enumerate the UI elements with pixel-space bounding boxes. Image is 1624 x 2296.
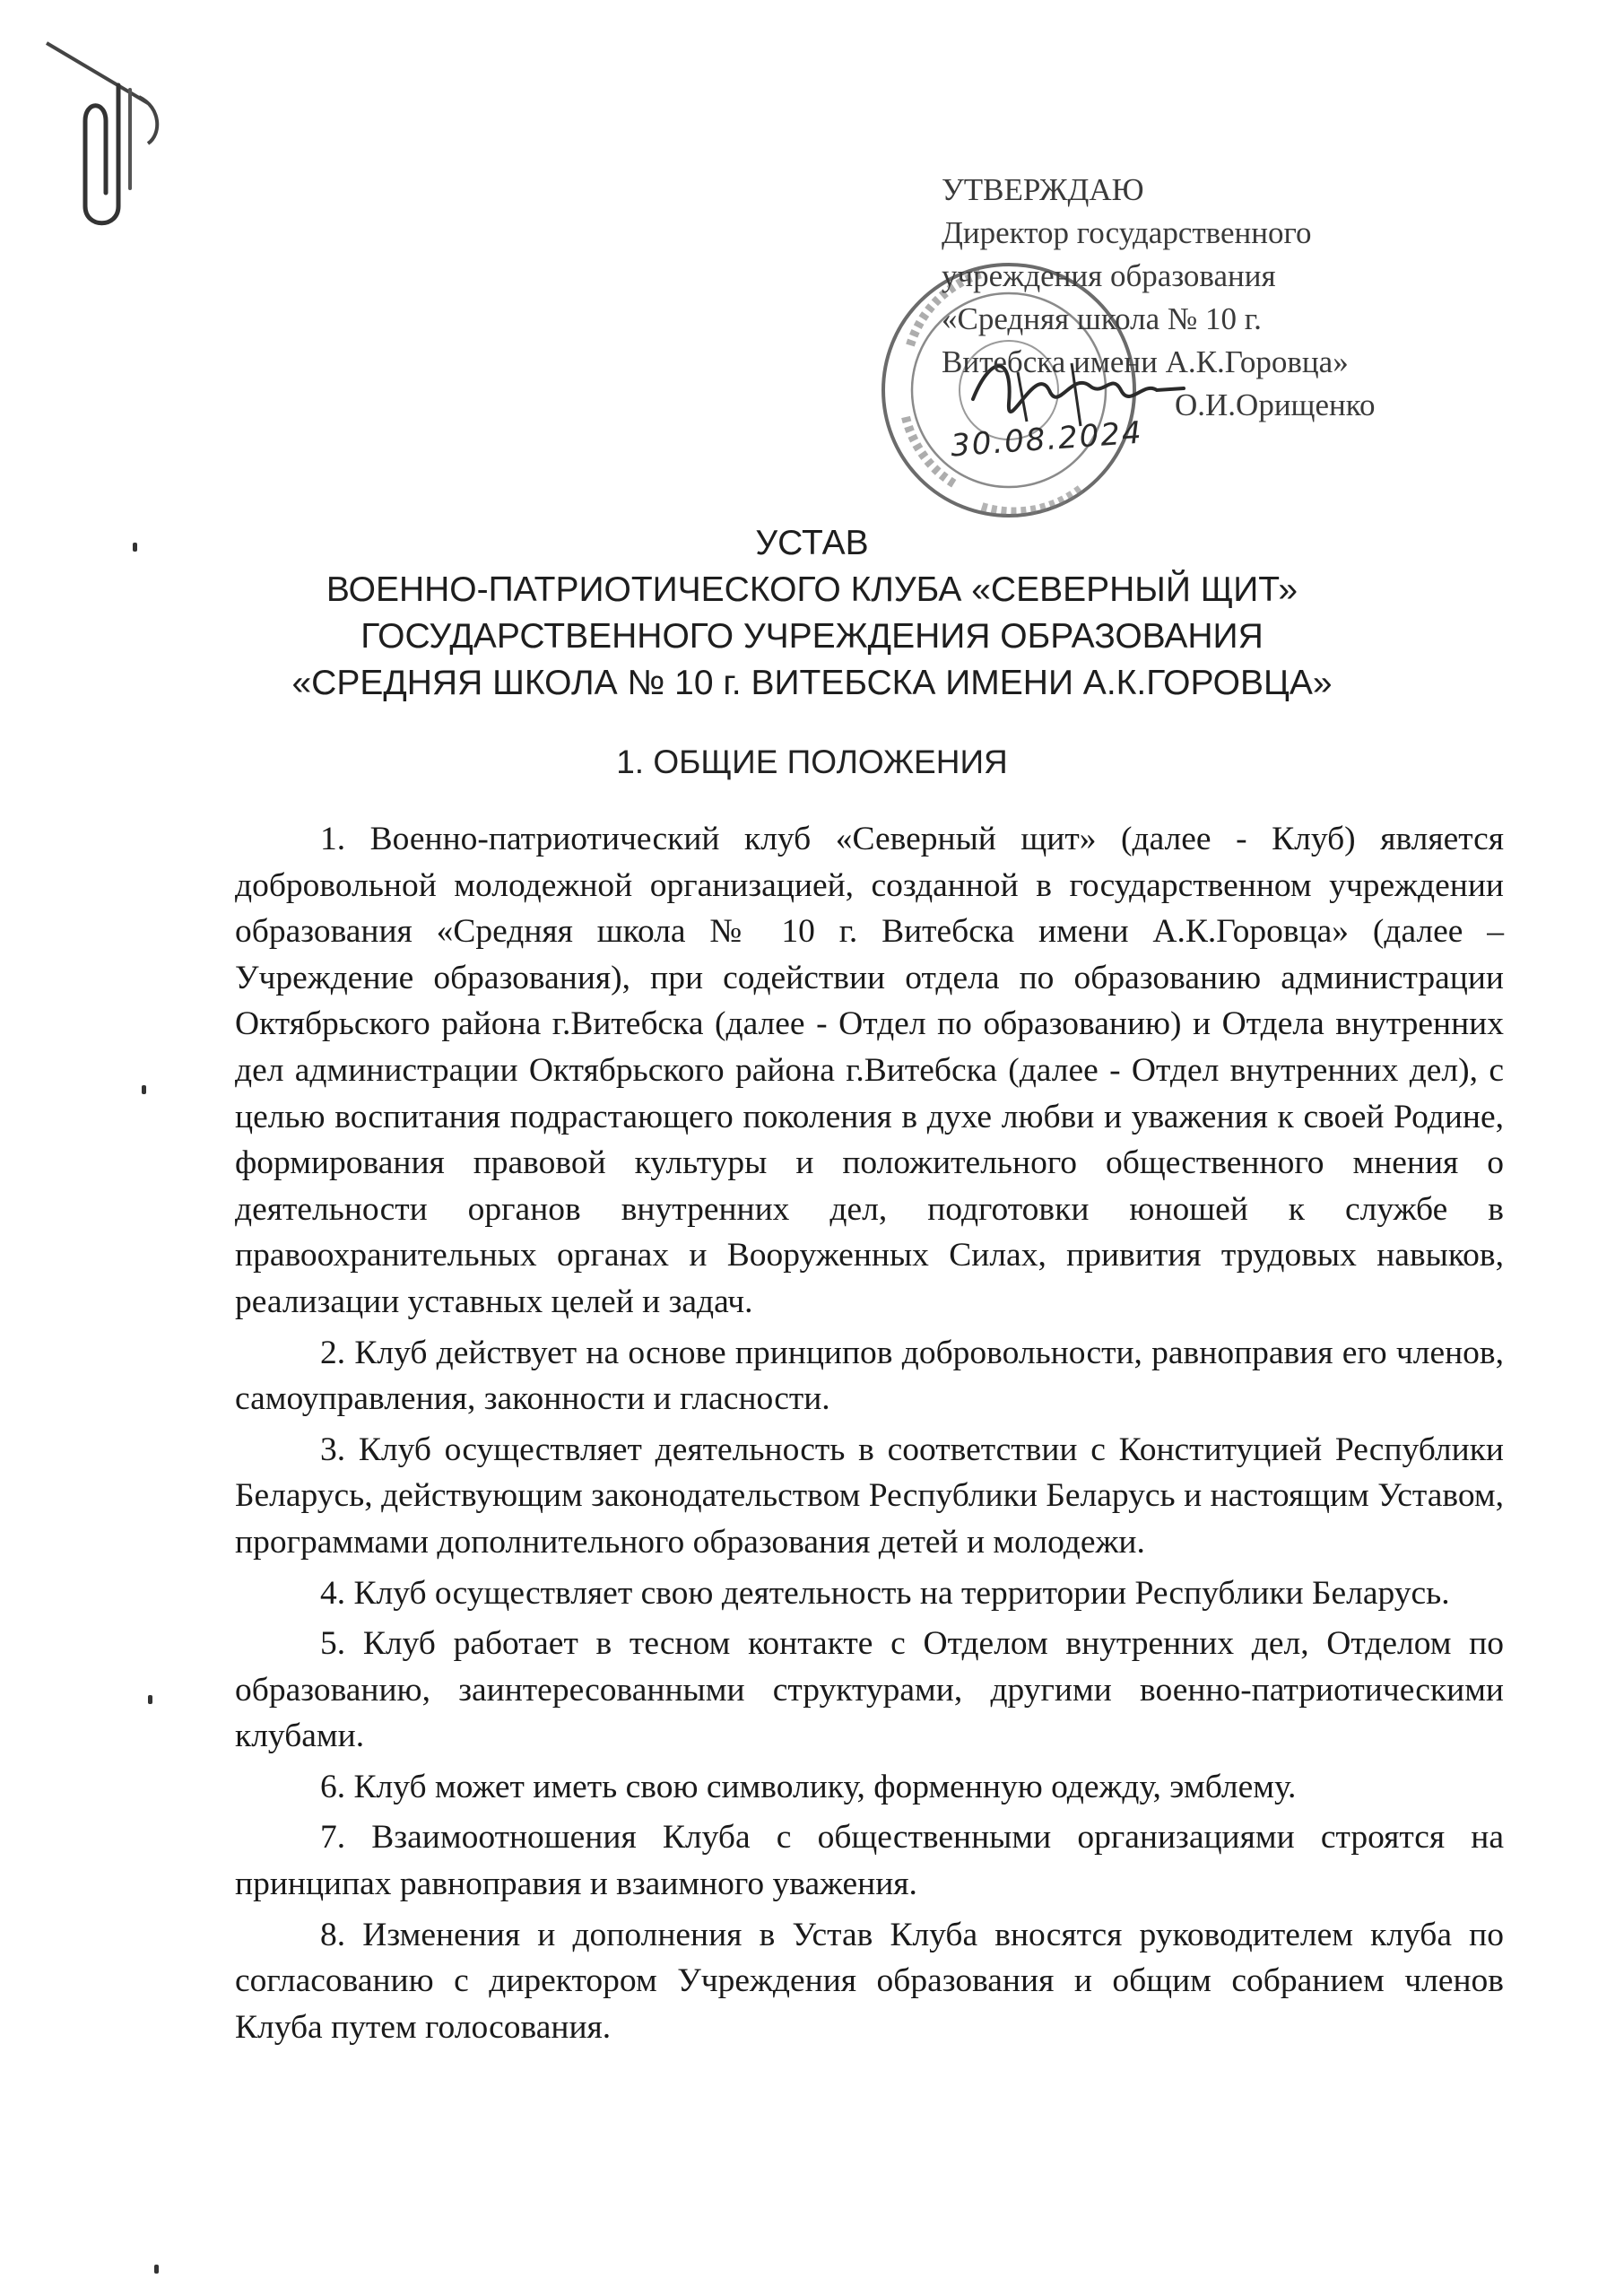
margin-speck (148, 1695, 152, 1704)
approval-line-4: Витебска имени А.К.Горовца» (942, 344, 1349, 379)
clause-1: 1. Военно-патриотический клуб «Северный щит» (далее - Клуб) является добровольной молодежной организацией, созданной в государственном учреждении образования «Средняя школа № 10 г. Витебска имени А.К.Горовца» (далее – Учреждение образования), при содействии отдела по образованию администрации Октябрьского района г.Витебска (далее - Отдел по образованию) и Отдела внутренних дел администрации Октябрьского района г.Витебска (далее - Отдел внутренних дел), с целью воспитания подрастающего поколения в духе любви и уважения к своей Родине, формирования правовой культуры и положительного общественного мнения о деятельности органов внутренних дел, подготовки юношей к службе в правоохранительных органах и Вооруженных Силах, привития трудовых навыков, реализации уставных целей и задач. (235, 821, 1504, 1320)
approval-line-3: «Средняя школа № 10 г. (942, 301, 1262, 336)
paper-clip-icon (36, 36, 170, 233)
title-line-4: «СРЕДНЯЯ ШКОЛА № 10 г. ВИТЕБСКА ИМЕНИ А.К.ГОРОВЦА» (291, 664, 1333, 702)
clause-8: 8. Изменения и дополнения в Устав Клуба вносятся руководителем клуба по согласованию с директором Учреждения образования и общим собранием членов Клуба путем голосования. (235, 1916, 1504, 2046)
title-line-1: УСТАВ (755, 524, 869, 562)
clause-4: 4. Клуб осуществляет свою деятельность на территории Республики Беларусь. (320, 1574, 1450, 1612)
approval-line-2: учреждения образования (942, 258, 1276, 293)
approval-heading: УТВЕРЖДАЮ (942, 172, 1144, 207)
clause-5: 5. Клуб работает в тесном контакте с Отделом внутренних дел, Отделом по образованию, заинтересованными структурами, другими военно-патриотическими клубами. (235, 1625, 1504, 1755)
title-line-2: ВОЕННО-ПАТРИОТИЧЕСКОГО КЛУБА «СЕВЕРНЫЙ ЩИТ» (326, 570, 1298, 609)
handwritten-date: 30.08.2024 (949, 414, 1144, 465)
section-heading: 1. ОБЩИЕ ПОЛОЖЕНИЯ (616, 744, 1008, 780)
margin-speck (133, 543, 137, 552)
clause-6: 6. Клуб может иметь свою символику, форменную одежду, эмблему. (320, 1768, 1297, 1805)
margin-speck (154, 2265, 159, 2274)
document-title (0, 520, 1624, 707)
approval-block (942, 169, 1569, 427)
clause-2: 2. Клуб действует на основе принципов добровольности, равноправия его членов, самоуправления, законности и гласности. (235, 1334, 1504, 1418)
clause-7: 7. Взаимоотношения Клуба с общественными организациями строятся на принципах равноправия и взаимного уважения. (235, 1819, 1504, 1903)
title-line-3: ГОСУДАРСТВЕННОГО УЧРЕЖДЕНИЯ ОБРАЗОВАНИЯ (360, 617, 1264, 656)
document-body (235, 816, 1504, 2055)
margin-speck (142, 1085, 146, 1094)
clause-3: 3. Клуб осуществляет деятельность в соответствии с Конституцией Республики Беларусь, действующим законодательством Республики Беларусь и настоящим Уставом, программами дополнительного образования детей и молодежи. (235, 1431, 1504, 1561)
approval-signatory: О.И.Орищенко (1175, 387, 1376, 422)
approval-line-1: Директор государственного (942, 215, 1312, 250)
